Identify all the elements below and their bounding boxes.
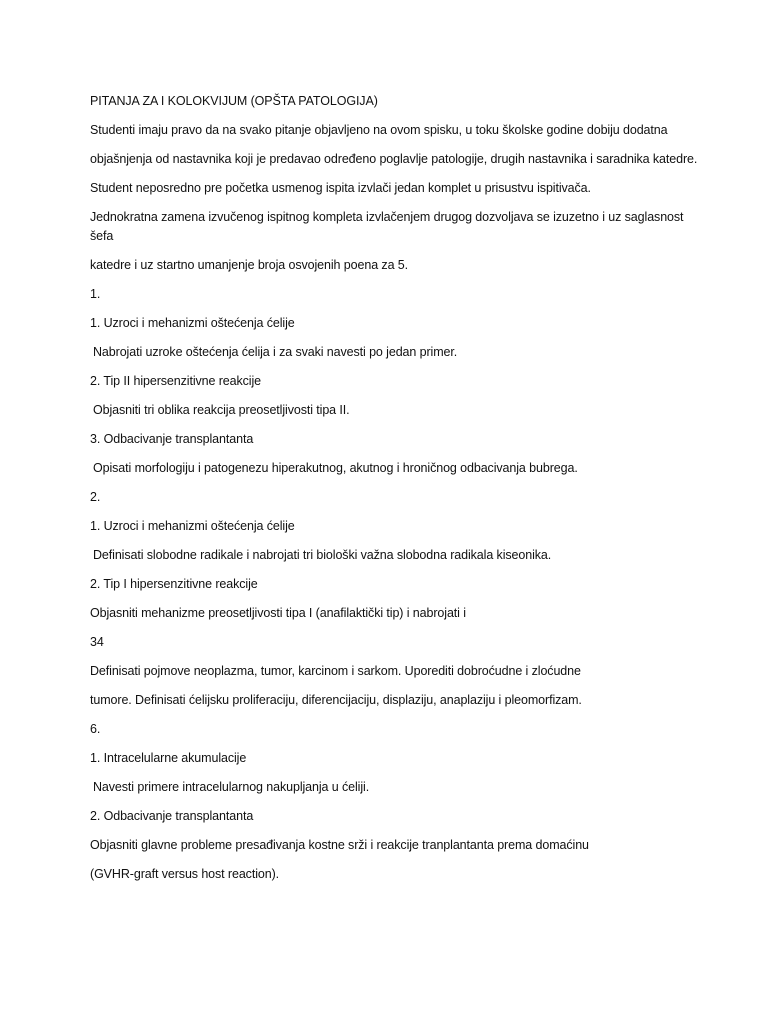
set-number: 6. — [90, 722, 101, 736]
question-text: Definisati pojmove neoplazma, tumor, karcinom i sarkom. Uporediti dobroćudne i zloćudne — [90, 664, 581, 678]
question-text: Nabrojati uzroke oštećenja ćelija i za svaki navesti po jedan primer. — [93, 345, 458, 359]
question-heading: 2. Odbacivanje transplantanta — [90, 809, 254, 823]
set-number: 1. — [90, 287, 101, 301]
question-heading: 2. Tip II hipersenzitivne reakcije — [90, 374, 261, 388]
question-text: Objasniti mehanizme preosetljivosti tipa I (anafilaktički tip) i nabrojati i — [90, 606, 466, 620]
question-heading: 2. Tip I hipersenzitivne reakcije — [90, 577, 258, 591]
question-heading: 1. Intracelularne akumulacije — [90, 751, 247, 765]
question-heading: 3. Odbacivanje transplantanta — [90, 432, 254, 446]
question-text: Opisati morfologiju i patogenezu hiperakutnog, akutnog i hroničnog odbacivanja bubrega. — [93, 461, 578, 475]
question-heading: 1. Uzroci i mehanizmi oštećenja ćelije — [90, 519, 295, 533]
intro-paragraph-2: objašnjenja od nastavnika koji je predavao određeno poglavlje patologije, drugih nastavnika i saradnika katedre. — [90, 152, 698, 166]
set-number: 34 — [90, 635, 104, 649]
question-text: Navesti primere intracelularnog nakupljanja u ćeliji. — [93, 780, 370, 794]
intro-paragraph-4: Jednokratna zamena izvučenog ispitnog kompleta izvlačenjem drugog dozvoljava se izuzetno i uz saglasnost šefa — [90, 210, 684, 243]
intro-paragraph-3: Student neposredno pre početka usmenog ispita izvlači jedan komplet u prisustvu ispitivača. — [90, 181, 591, 195]
question-text: Definisati slobodne radikale i nabrojati tri biološki važna slobodna radikala kiseonika. — [93, 548, 552, 562]
question-text: (GVHR-graft versus host reaction). — [90, 867, 280, 881]
question-text: Objasniti glavne probleme presađivanja kostne srži i reakcije tranplantanta prema domaćinu — [90, 838, 589, 852]
intro-paragraph-5: katedre i uz startno umanjenje broja osvojenih poena za 5. — [90, 258, 409, 272]
question-text: Objasniti tri oblika reakcija preosetljivosti tipa II. — [93, 403, 350, 417]
document-title: PITANJA ZA I KOLOKVIJUM (OPŠTA PATOLOGIJA) — [90, 94, 378, 108]
set-number: 2. — [90, 490, 101, 504]
question-text: tumore. Definisati ćelijsku proliferaciju, diferencijaciju, displaziju, anaplaziju i pleomorfizam. — [90, 693, 582, 707]
intro-paragraph-1: Studenti imaju pravo da na svako pitanje objavljeno na ovom spisku, u toku školske godine dobiju dodatna — [90, 123, 668, 137]
question-heading: 1. Uzroci i mehanizmi oštećenja ćelije — [90, 316, 295, 330]
